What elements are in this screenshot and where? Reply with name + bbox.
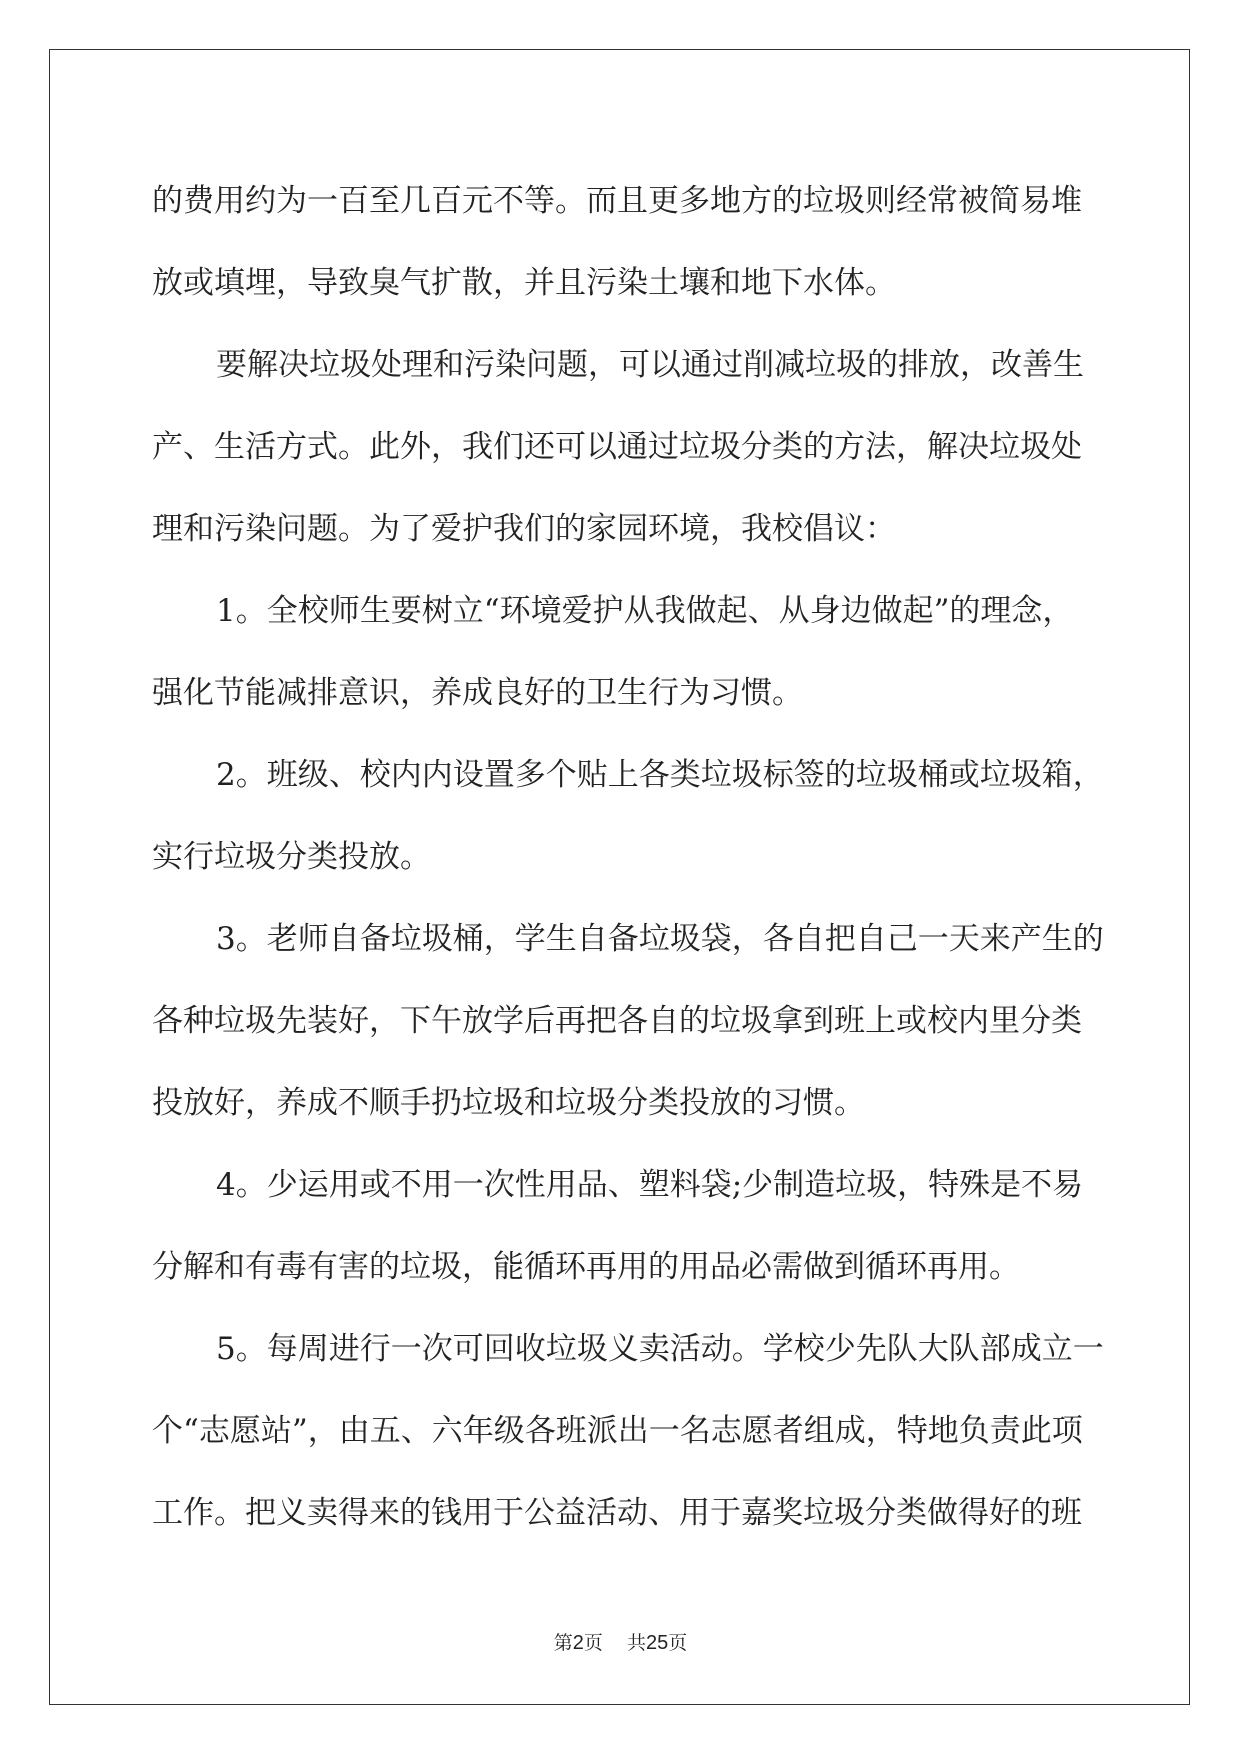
text-line-1: 的费用约为一百至几百元不等。而且更多地方的垃圾则经常被简易堆 [152, 183, 1082, 219]
text-line-7: 强化节能减排意识，养成良好的卫生行为习惯。 [152, 675, 803, 711]
footer-page-suffix: 页 [583, 1632, 603, 1654]
text-line-2: 放或填埋，导致臭气扩散，并且污染土壤和地下水体。 [152, 265, 896, 301]
text-line-8: 2。班级、校内内设置多个贴上各类垃圾标签的垃圾桶或垃圾箱， [216, 757, 1104, 793]
text-line-3: 要解决垃圾处理和污染问题，可以通过削减垃圾的排放，改善生 [216, 347, 1084, 383]
footer-total-suffix: 页 [668, 1632, 688, 1654]
document-body [152, 160, 1104, 1554]
text-line-4: 产、生活方式。此外，我们还可以通过垃圾分类的方法，解决垃圾处 [152, 429, 1082, 465]
text-line-9: 实行垃圾分类投放。 [152, 839, 431, 875]
text-line-13: 4。少运用或不用一次性用品、塑料袋;少制造垃圾，特殊是不易 [216, 1167, 1084, 1203]
text-line-5: 理和污染问题。为了爱护我们的家园环境，我校倡议： [152, 511, 896, 547]
page-footer [0, 1628, 1241, 1655]
text-line-10: 3。老师自备垃圾桶，学生自备垃圾袋，各自把自己一天来产生的 [216, 921, 1104, 957]
text-line-6: 1。全校师生要树立“环境爱护从我做起、从身边做起”的理念， [216, 593, 1074, 629]
current-page-number: 2 [572, 1632, 584, 1654]
footer-total-prefix: 共 [627, 1632, 647, 1654]
text-line-15: 5。每周进行一次可回收垃圾义卖活动。学校少先队大队部成立一 [216, 1331, 1104, 1367]
text-line-12: 投放好，养成不顺手扔垃圾和垃圾分类投放的习惯。 [152, 1085, 865, 1121]
text-line-17: 工作。把义卖得来的钱用于公益活动、用于嘉奖垃圾分类做得好的班 [152, 1495, 1082, 1531]
text-line-14: 分解和有毒有害的垃圾，能循环再用的用品必需做到循环再用。 [152, 1249, 1020, 1285]
footer-prefix: 第 [553, 1632, 573, 1654]
total-page-count: 25 [646, 1632, 669, 1654]
text-line-11: 各种垃圾先装好，下午放学后再把各自的垃圾拿到班上或校内里分类 [152, 1003, 1082, 1039]
text-line-16: 个“志愿站”，由五、六年级各班派出一名志愿者组成，特地负责此项 [152, 1413, 1083, 1449]
